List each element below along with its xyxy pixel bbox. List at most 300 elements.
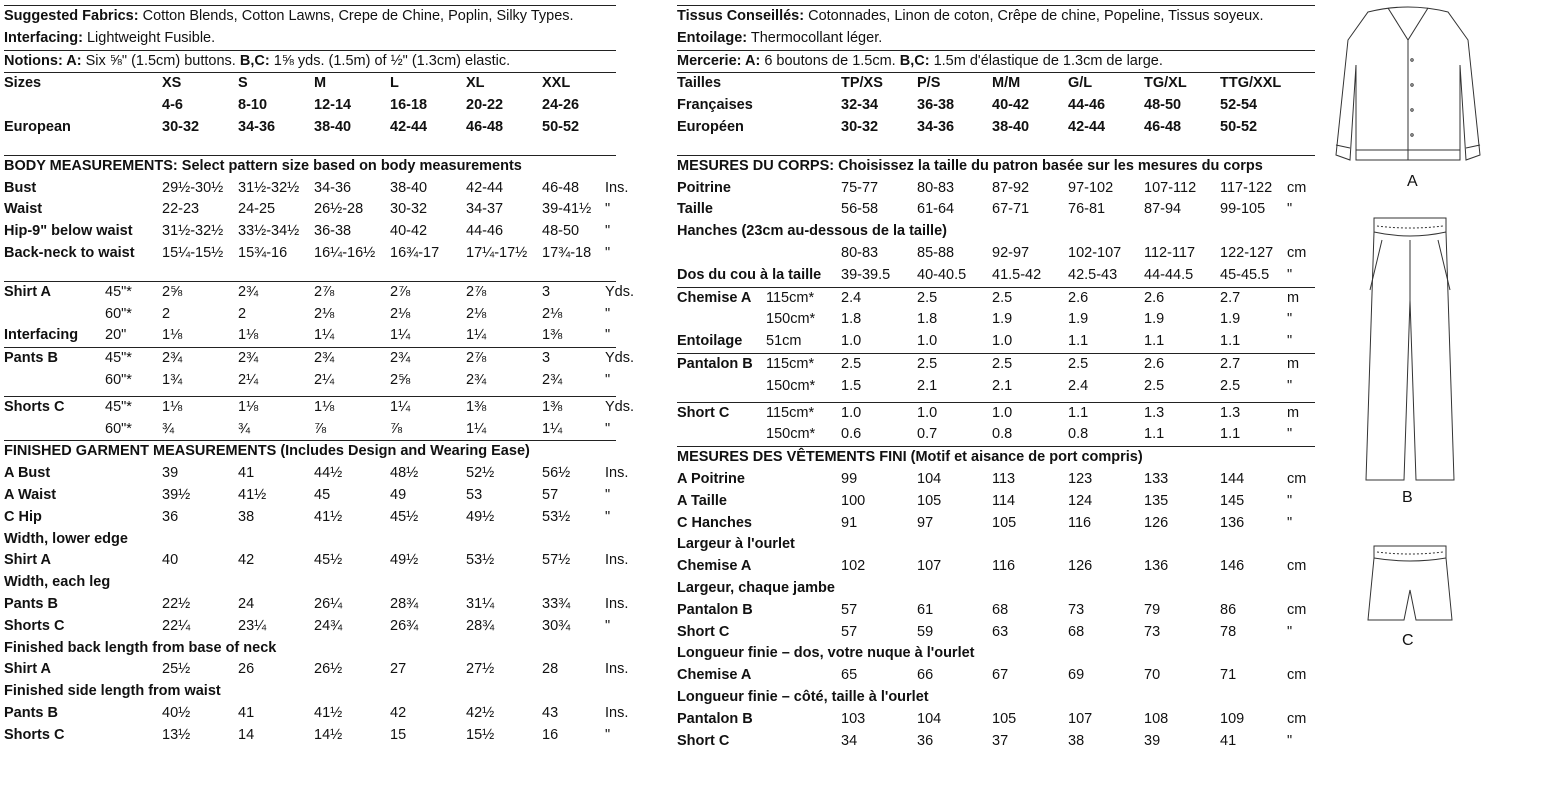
size-value: 42 [390, 704, 407, 721]
unit-label: m [1287, 289, 1300, 306]
size-value: 16¾-17 [390, 244, 440, 261]
pants-yardage-table-fr [677, 354, 1315, 398]
garment-illustrations [1330, 0, 1559, 780]
row-label: C Hanches [677, 514, 752, 531]
size-value: 42-44 [466, 179, 504, 196]
size-value: 70 [1144, 667, 1161, 684]
notions-line [4, 51, 616, 73]
row-label: Pants B [4, 704, 58, 721]
size-value: 31½-32½ [162, 223, 224, 240]
size-value: 1.1 [1068, 333, 1089, 350]
row-label: Poitrine [677, 179, 731, 196]
french-chart [677, 0, 1315, 752]
size-value: M [314, 75, 327, 92]
row-label: Chemise A [677, 667, 752, 684]
size-value: 133 [1144, 470, 1169, 487]
size-value: 1.0 [992, 333, 1013, 350]
size-value: 27½ [466, 661, 495, 678]
size-value: 85-88 [917, 244, 955, 261]
size-value: 45 [314, 486, 331, 503]
row-label: A Poitrine [677, 470, 745, 487]
size-value: 22½ [162, 595, 191, 612]
table-row [4, 199, 616, 221]
interfacing-value: Lightweight Fusible. [86, 29, 216, 46]
fabrics-line-fr [677, 6, 1315, 28]
size-value: 4-6 [162, 97, 183, 114]
shorts-yardage-table-fr [677, 403, 1315, 447]
size-value: 31¼ [466, 595, 495, 612]
size-value: 116 [1068, 514, 1092, 531]
unit-label: Ins. [605, 704, 629, 721]
table-row [677, 288, 1315, 310]
size-value: 1⅛ [238, 398, 259, 415]
size-value: 48½ [390, 465, 419, 482]
unit-label: m [1287, 355, 1300, 372]
unit-label: cm [1287, 710, 1307, 727]
size-value: 123 [1068, 470, 1093, 487]
size-value: 100 [841, 492, 866, 509]
size-value: 31½-32½ [238, 179, 300, 196]
unit-label: " [1287, 311, 1293, 328]
fabric-width: 60"* [105, 420, 132, 437]
size-value: 42-44 [390, 118, 428, 135]
finished-measurements-title-fr: MESURES DES VÊTEMENTS FINI (Motif et aisance de port compris) [677, 449, 1143, 466]
size-value: 2¾ [238, 283, 259, 300]
size-value: 99 [841, 470, 858, 487]
unit-label: Ins. [605, 465, 629, 482]
row-label: Shirt A [4, 283, 51, 300]
size-value: 2⅝ [390, 371, 411, 388]
size-value: 26 [238, 661, 255, 678]
size-value: 39-39.5 [841, 266, 891, 283]
size-value: 39½ [162, 486, 191, 503]
unit-label: Ins. [605, 661, 629, 678]
garment-drawings [1330, 0, 1559, 780]
unit-label: cm [1287, 601, 1307, 618]
fabric-width: 115cm* [766, 289, 815, 306]
size-value: 3 [542, 350, 551, 367]
size-value: 42.5-43 [1068, 266, 1118, 283]
size-value: 23¼ [238, 617, 267, 634]
table-row [677, 709, 1315, 731]
row-label: Shirt A [4, 552, 51, 569]
size-value: 87-92 [992, 179, 1030, 196]
table-row [4, 529, 616, 551]
unit-label: " [1287, 623, 1293, 640]
size-value: 102 [841, 558, 866, 575]
size-value: 2⅞ [314, 283, 335, 300]
table-row [677, 95, 1315, 117]
shorts-yardage-table [4, 397, 635, 441]
size-value: 14½ [314, 726, 343, 743]
row-label: Chemise A [677, 558, 752, 575]
size-value: 36-38 [314, 223, 352, 240]
size-value: 17¾-18 [542, 244, 592, 261]
size-value: 40½ [162, 704, 191, 721]
table-row [4, 638, 616, 660]
size-value: 79 [1144, 601, 1161, 618]
size-value: 1⅛ [238, 327, 259, 344]
table-row [677, 331, 1315, 353]
row-label: Européen [677, 118, 744, 135]
size-value: 40 [162, 552, 179, 569]
size-value: 1¼ [466, 420, 487, 437]
body-title-bold-fr: MESURES DU CORPS: [677, 157, 835, 174]
size-value: 2.4 [841, 289, 862, 306]
row-label: Waist [4, 201, 43, 218]
size-value: 39-41½ [542, 201, 592, 218]
table-row [677, 265, 1315, 287]
size-value: 30-32 [162, 118, 200, 135]
size-value: 52-54 [1220, 97, 1258, 114]
row-label: Shorts C [4, 398, 65, 415]
table-row [4, 348, 635, 370]
size-value: 1.0 [992, 404, 1013, 421]
size-value: XXL [542, 75, 571, 92]
size-value: ⅞ [314, 420, 327, 437]
size-value: 104 [917, 710, 942, 727]
size-value: 135 [1144, 492, 1169, 509]
size-value: 2¼ [238, 371, 259, 388]
size-value: 1⅜ [466, 398, 487, 415]
body-measurements-table [4, 178, 629, 265]
table-row [4, 594, 629, 616]
table-row [4, 485, 616, 507]
table-row [677, 513, 1315, 535]
size-value: 105 [992, 514, 1017, 531]
table-row [677, 424, 1315, 446]
size-value: 1.1 [1144, 333, 1165, 350]
size-value: 1⅜ [542, 398, 563, 415]
size-value: 76-81 [1068, 201, 1106, 218]
table-row [4, 507, 616, 529]
row-label: Longueur finie – côté, taille à l'ourlet [677, 688, 929, 705]
size-value: 1⅛ [314, 398, 335, 415]
size-value: 24 [238, 595, 255, 612]
size-value: 1¼ [314, 327, 335, 344]
unit-label: " [605, 223, 611, 240]
size-value: 45½ [390, 508, 419, 525]
size-value: 49 [390, 486, 407, 503]
size-value: 92-97 [992, 244, 1030, 261]
table-row [4, 95, 616, 117]
table-row [4, 243, 616, 265]
size-value: 1⅜ [542, 327, 563, 344]
size-value: 1.1 [1068, 404, 1089, 421]
size-value: 67 [992, 667, 1009, 684]
size-value: 36 [162, 508, 179, 525]
size-value: 42-44 [1068, 118, 1106, 135]
row-label: Short C [677, 623, 730, 640]
size-value: 2.5 [917, 355, 938, 372]
row-label: European [4, 118, 71, 135]
row-label: Interfacing [4, 327, 79, 344]
row-label: A Waist [4, 486, 57, 503]
size-value: ¾ [162, 420, 175, 437]
size-value: 28¾ [466, 617, 495, 634]
unit-label: " [605, 371, 611, 388]
row-label: Finished back length from base of neck [4, 639, 277, 656]
size-value: 53 [466, 486, 483, 503]
size-value: 41 [238, 704, 255, 721]
row-label: Dos du cou à la taille [677, 266, 822, 283]
unit-label: cm [1287, 179, 1307, 196]
size-value: 80-83 [841, 244, 879, 261]
finished-measurements-title: FINISHED GARMENT MEASUREMENTS (Includes Design and Wearing Ease) [4, 443, 530, 460]
row-label: Width, lower edge [4, 530, 128, 547]
size-value: 49½ [466, 508, 495, 525]
notions-label: Notions: A: [4, 52, 82, 69]
size-value: 61 [917, 601, 934, 618]
unit-label: " [1287, 514, 1293, 531]
unit-label: " [605, 617, 611, 634]
size-value: 22-23 [162, 201, 200, 218]
finished-measurements-table-fr [677, 469, 1315, 752]
size-value: 2.1 [992, 377, 1013, 394]
size-value: 144 [1220, 470, 1245, 487]
notions-value-a-fr: 6 boutons de 1.5cm. [764, 52, 896, 69]
unit-label: " [1287, 732, 1293, 749]
size-value: 57 [542, 486, 559, 503]
size-value: 114 [992, 492, 1016, 509]
finished-measurements-table [4, 463, 629, 746]
sizes-table [4, 73, 616, 138]
table-row [4, 73, 616, 95]
table-row [677, 243, 1315, 265]
size-value: 1⅛ [162, 398, 183, 415]
size-value: 15¾-16 [238, 244, 288, 261]
size-value: 66 [917, 667, 934, 684]
unit-label: cm [1287, 558, 1307, 575]
size-value: 2⅛ [390, 305, 411, 322]
notions-value-bc: 1⅝ yds. (1.5m) of ½" (1.3cm) elastic. [273, 52, 511, 69]
notions-line-fr [677, 51, 1315, 73]
row-label: Shirt A [4, 661, 51, 678]
unit-label: Ins. [605, 552, 629, 569]
shirt-yardage-table-fr [677, 288, 1315, 353]
row-label: Pantalon B [677, 355, 753, 372]
size-value: 25½ [162, 661, 191, 678]
row-label: Back-neck to waist [4, 244, 135, 261]
table-row [677, 687, 1315, 709]
size-value: XL [466, 75, 485, 92]
size-value: 39 [162, 465, 179, 482]
size-value: 0.8 [992, 426, 1013, 443]
size-value: 1.0 [917, 404, 938, 421]
table-row [4, 419, 616, 441]
size-value: ⅞ [390, 420, 403, 437]
size-value: 28 [542, 661, 559, 678]
size-value: 61-64 [917, 201, 955, 218]
size-value: 1¼ [542, 420, 563, 437]
size-value: 2.6 [1144, 355, 1165, 372]
size-value: 12-14 [314, 97, 352, 114]
size-value: 1⅛ [162, 327, 183, 344]
size-value: 86 [1220, 601, 1237, 618]
fabric-width: 150cm* [766, 311, 816, 328]
fabric-width: 20" [105, 327, 127, 344]
size-value: 16 [542, 726, 559, 743]
size-value: 1¾ [162, 371, 183, 388]
size-value: 14 [238, 726, 255, 743]
size-value: 3 [542, 283, 551, 300]
size-value: 99-105 [1220, 201, 1266, 218]
size-value: 2¾ [542, 371, 563, 388]
size-value: 2.5 [841, 355, 862, 372]
size-value: 2.1 [917, 377, 938, 394]
size-value: 45½ [314, 552, 343, 569]
row-label: Bust [4, 179, 37, 196]
size-value: 102-107 [1068, 244, 1122, 261]
size-value: 105 [917, 492, 942, 509]
row-label: Hanches (23cm au-dessous de la taille) [677, 223, 947, 240]
fabric-width: 60"* [105, 305, 132, 322]
size-value: 28¾ [390, 595, 419, 612]
unit-label: cm [1287, 244, 1307, 261]
row-label: C Hip [4, 508, 42, 525]
interfacing-label-fr: Entoilage: [677, 29, 748, 46]
interfacing-line [4, 28, 616, 50]
size-value: 1.5 [841, 377, 862, 394]
figure-c-label: C [1402, 632, 1414, 649]
table-row [677, 178, 1315, 200]
table-row [677, 600, 1315, 622]
size-value: 26½-28 [314, 201, 364, 218]
size-value: L [390, 75, 399, 92]
size-value: 2.6 [1144, 289, 1165, 306]
size-value: 113 [992, 470, 1016, 487]
size-value: 46-48 [1144, 118, 1182, 135]
unit-label: " [605, 244, 611, 261]
unit-label: " [605, 486, 611, 503]
row-label: Sizes [4, 75, 42, 92]
size-value: 57 [841, 601, 858, 618]
size-value: 22¼ [162, 617, 191, 634]
table-row [4, 681, 616, 703]
size-value: 107 [917, 558, 942, 575]
size-value: M/M [992, 75, 1021, 92]
size-value: 40-42 [992, 97, 1030, 114]
row-label: Entoilage [677, 333, 743, 350]
size-value: 32-34 [841, 97, 879, 114]
fabrics-line [4, 6, 616, 28]
row-label: Width, each leg [4, 574, 111, 591]
size-value: 44-46 [466, 223, 504, 240]
size-value: 50-52 [1220, 118, 1258, 135]
size-value: XS [162, 75, 182, 92]
unit-label: " [1287, 377, 1293, 394]
size-value: 107 [1068, 710, 1093, 727]
table-row [4, 572, 616, 594]
fabric-width: 150cm* [766, 377, 816, 394]
size-value: 1.0 [841, 333, 862, 350]
size-value: 17¼-17½ [466, 244, 528, 261]
table-row [4, 325, 616, 347]
size-value: 1¼ [466, 327, 487, 344]
size-value: 34-36 [917, 118, 955, 135]
size-value: 69 [1068, 667, 1085, 684]
size-value: 97 [917, 514, 934, 531]
unit-label: " [1287, 426, 1293, 443]
size-value: 20-22 [466, 97, 504, 114]
body-title-bold: BODY MEASUREMENTS: [4, 157, 178, 174]
size-value: 2.5 [1220, 377, 1241, 394]
size-value: 26¼ [314, 595, 343, 612]
table-row [677, 221, 1315, 243]
row-label: Shorts C [4, 726, 65, 743]
fabric-width: 45"* [105, 398, 132, 415]
size-value: 112-117 [1144, 244, 1196, 261]
size-value: 30¾ [542, 617, 571, 634]
size-value: 42 [238, 552, 255, 569]
size-value: 53½ [466, 552, 495, 569]
size-value: 15¼-15½ [162, 244, 224, 261]
size-value: 0.6 [841, 426, 862, 443]
table-row [4, 221, 616, 243]
fabrics-label-fr: Tissus Conseillés: [677, 8, 805, 24]
size-value: 49½ [390, 552, 419, 569]
size-value: 0.7 [917, 426, 938, 443]
shorts-c-drawing [1368, 546, 1452, 620]
table-row [4, 370, 616, 392]
size-value: 56-58 [841, 201, 879, 218]
size-value: 27 [390, 661, 407, 678]
sizes-table-fr [677, 73, 1315, 138]
size-value: 2⅛ [542, 305, 563, 322]
row-label: Pants B [4, 595, 58, 612]
size-value: 24-26 [542, 97, 580, 114]
size-value: 2.6 [1068, 289, 1089, 306]
row-label: Chemise A [677, 289, 752, 306]
size-value: 44½ [314, 465, 343, 482]
size-value: 16¼-16½ [314, 244, 376, 261]
table-row [677, 469, 1315, 491]
table-row [4, 304, 616, 326]
size-value: 65 [841, 667, 858, 684]
size-value: 24¾ [314, 617, 343, 634]
table-row [677, 643, 1315, 665]
interfacing-line-fr [677, 28, 1315, 50]
size-value: 44-46 [1068, 97, 1106, 114]
table-row [4, 178, 629, 200]
row-label: Short C [677, 732, 730, 749]
size-value: 1¼ [390, 327, 411, 344]
size-value: 105 [992, 710, 1017, 727]
table-row [677, 731, 1315, 753]
size-value: 1.9 [992, 311, 1013, 328]
table-row [4, 117, 616, 139]
size-value: 63 [992, 623, 1009, 640]
size-value: 48-50 [542, 223, 580, 240]
size-value: 68 [992, 601, 1009, 618]
size-value: 2.5 [917, 289, 938, 306]
table-row [4, 397, 635, 419]
size-value: 2¾ [314, 350, 335, 367]
size-value: 15 [390, 726, 407, 743]
size-value: 136 [1144, 558, 1169, 575]
unit-label: cm [1287, 470, 1307, 487]
body-title-rest-fr: Choisissez la taille du patron basée sur les mesures du corps [838, 157, 1263, 174]
size-value: 34 [841, 732, 858, 749]
size-value: 1¼ [390, 398, 411, 415]
size-value: 48-50 [1144, 97, 1182, 114]
body-measurements-title-fr [677, 156, 1315, 178]
size-value: 2¾ [466, 371, 487, 388]
table-row [677, 376, 1315, 398]
size-value: 2⅛ [466, 305, 487, 322]
fabric-width: 60"* [105, 371, 132, 388]
row-label: Short C [677, 404, 730, 421]
